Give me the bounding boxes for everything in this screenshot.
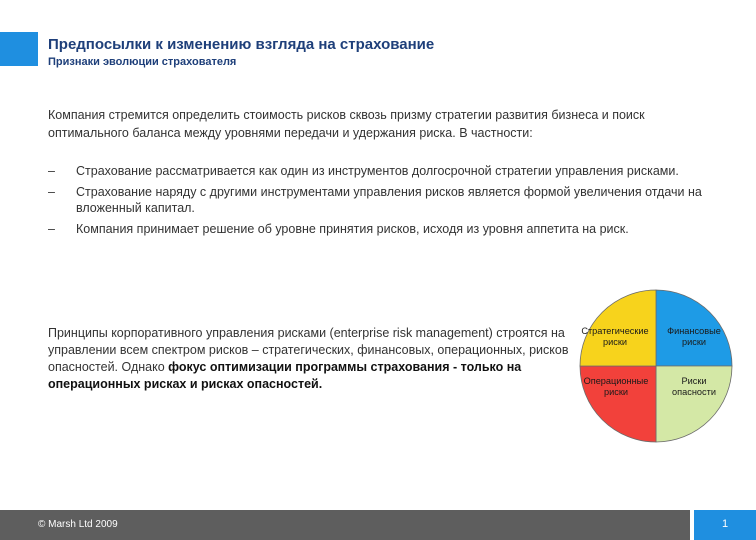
bullet-list [48,163,728,242]
pie-slice-label: Риски опасности [672,376,716,397]
footer-left-panel [0,510,690,540]
bullet-marker: – [48,164,55,178]
page-number: 1 [721,518,729,530]
bullet-item [48,221,728,237]
copyright-text: © Marsh Ltd 2009 [38,519,118,530]
bullet-marker: – [48,222,55,236]
bullet-item [48,163,728,179]
bullet-item [48,184,728,216]
erm-principles-bold: фокус оптимизации программы страхования - только на операционных рисках и рисках опасностей. [48,360,522,391]
footer-page-panel [694,510,756,540]
bullet-text: Страхование рассматривается как один из инструментов долгосрочной стратегии управления рисками. [76,164,679,178]
intro-paragraph: Компания стремится определить стоимость рисков сквозь призму стратегии развития бизнеса и поиск оптимального баланса между уровнями передачи и удержания риска. В частности: [48,108,645,140]
pie-slice-label: Стратегические риски [581,326,649,347]
footer-bar [0,510,756,540]
pie-slice-label: Финансовые риски [667,326,721,347]
page-title: Предпосылки к изменению взгляда на страхование [48,36,435,53]
bullet-marker: – [48,185,55,199]
erm-principles-paragraph [48,325,573,393]
pie-slice-label: Операционные риски [583,376,649,397]
page-subtitle: Признаки эволюции страхователя [48,56,237,68]
risk-pie-chart [578,288,734,444]
erm-principles-text: Принципы корпоративного управления рисками (enterprise risk management) строятся на управлении всем спектром рисков – стратегических, финансовых, операционных, рисков опасностей. Однако [48,326,569,374]
header-accent-square [0,32,38,66]
bullet-text: Компания принимает решение об уровне принятия рисков, исходя из уровня аппетита на риск. [76,222,629,236]
bullet-text: Страхование наряду с другими инструментами управления рисков является формой увеличения отдачи на вложенный капитал. [76,185,702,215]
